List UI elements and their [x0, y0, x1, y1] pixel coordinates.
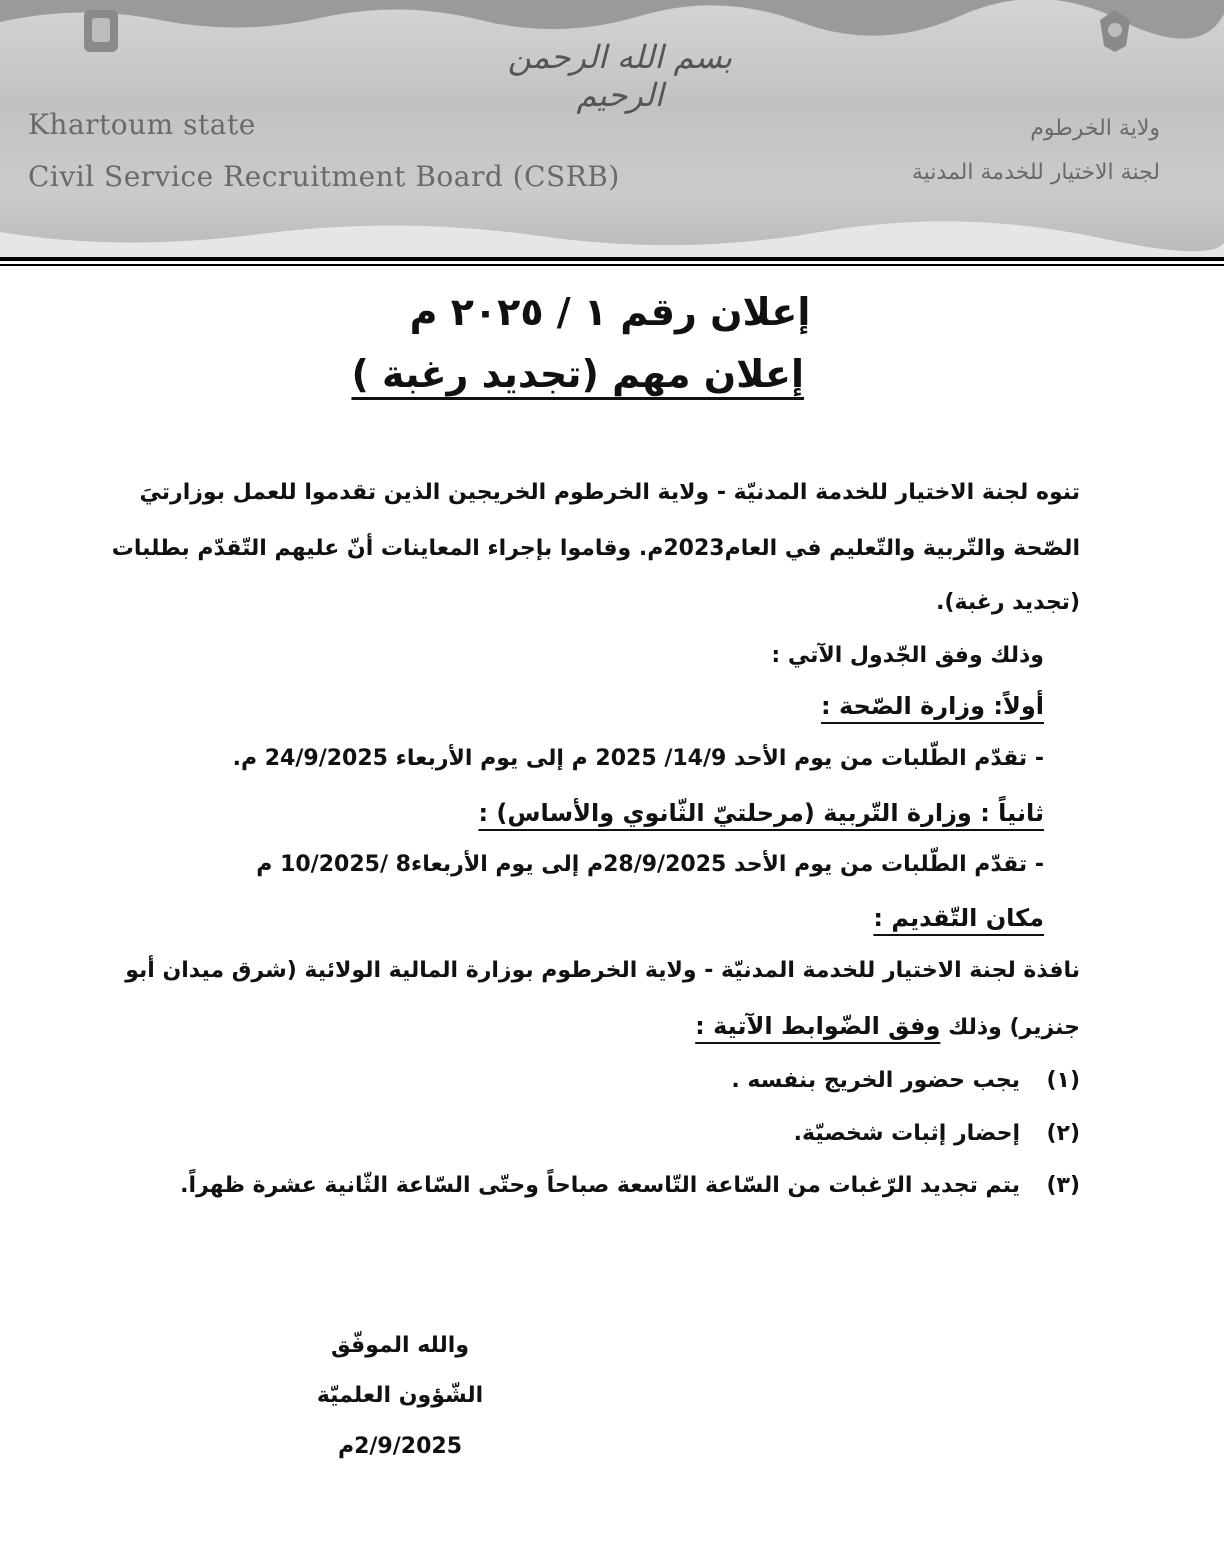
header-divider-thin: [0, 264, 1224, 266]
section-education-dates: - تقدّم الطّلبات من يوم الأحد 28/9/2025م إلى يوم الأربعاء8 /10/2025 م: [256, 852, 1044, 877]
rule-text: يتم تجديد الرّغبات من السّاعة التّاسعة صباحاً وحتّى السّاعة الثّانية عشرة ظهراً.: [180, 1173, 1020, 1198]
header-en-line2: Civil Service Recruitment Board (CSRB): [28, 160, 620, 193]
schedule-intro: وذلك وفق الجّدول الآتي :: [771, 643, 1044, 668]
header-divider-thick: [0, 257, 1224, 261]
emblem-left-icon: [76, 6, 126, 56]
top-wave-border: [0, 0, 1224, 40]
rule-text: إحضار إثبات شخصيّة.: [793, 1121, 1020, 1146]
location-line-1: نافذة لجنة الاختيار للخدمة المدنيّة - ولاية الخرطوم بوزارة المالية الولائية (شرق ميدان أبو: [125, 958, 1080, 983]
intro-line-1: تنوه لجنة الاختيار للخدمة المدنيّة - ولاية الخرطوم الخريجين الذين تقدموا للعمل بوزارتيَ: [139, 480, 1080, 505]
header-ar-line2: لجنة الاختيار للخدمة المدنية: [911, 160, 1160, 185]
intro-line-2: الصّحة والتّربية والتّعليم في العام2023م. وقاموا بإجراء المعاينات أنّ عليهم التّقدّم بطلبات: [111, 536, 1080, 561]
rule-number: (٣): [1046, 1173, 1080, 1198]
rules-heading: وفق الضّوابط الآتية :: [695, 1012, 941, 1040]
rule-item-1: [731, 1068, 1080, 1093]
signing-department: الشّؤون العلميّة: [316, 1383, 484, 1408]
header-ar-line1: ولاية الخرطوم: [1030, 116, 1160, 141]
basmala: بسم الله الرحمن الرحيم: [507, 38, 733, 114]
rule-item-2: [794, 1121, 1080, 1146]
section-location-heading: مكان التّقديم :: [873, 904, 1044, 932]
rule-number: (٢): [1046, 1121, 1080, 1146]
announcement-number: إعلان رقم ١ / ٢٠٢٥ م: [409, 290, 811, 334]
section-education-heading: ثانياً : وزارة التّربية (مرحلتيّ الثّانوي والأساس) :: [478, 799, 1044, 827]
rule-text: يجب حضور الخريج بنفسه .: [731, 1068, 1020, 1093]
signature-date: 2/9/2025م: [337, 1434, 463, 1459]
location-line-2: [695, 1012, 1080, 1040]
emblem-right-icon: [1090, 6, 1140, 56]
location-line-2-text: جنزير) وذلك: [940, 1015, 1080, 1040]
intro-line-3: (تجديد رغبة).: [936, 590, 1080, 615]
rule-item-3: [180, 1173, 1080, 1198]
header-en-line1: Khartoum state: [28, 108, 256, 141]
section-health-heading: أولاً: وزارة الصّحة :: [821, 692, 1044, 720]
announcement-title: إعلان مهم (تجديد رغبة ): [351, 352, 804, 396]
letterhead: [0, 0, 1224, 257]
rule-number: (١): [1046, 1068, 1080, 1093]
closing-phrase: والله الموفّق: [330, 1333, 470, 1358]
bottom-wave-border: [0, 212, 1224, 257]
section-health-dates: - تقدّم الطّلبات من يوم الأحد 14/9/ 2025 م إلى يوم الأربعاء 24/9/2025 م.: [232, 746, 1044, 771]
